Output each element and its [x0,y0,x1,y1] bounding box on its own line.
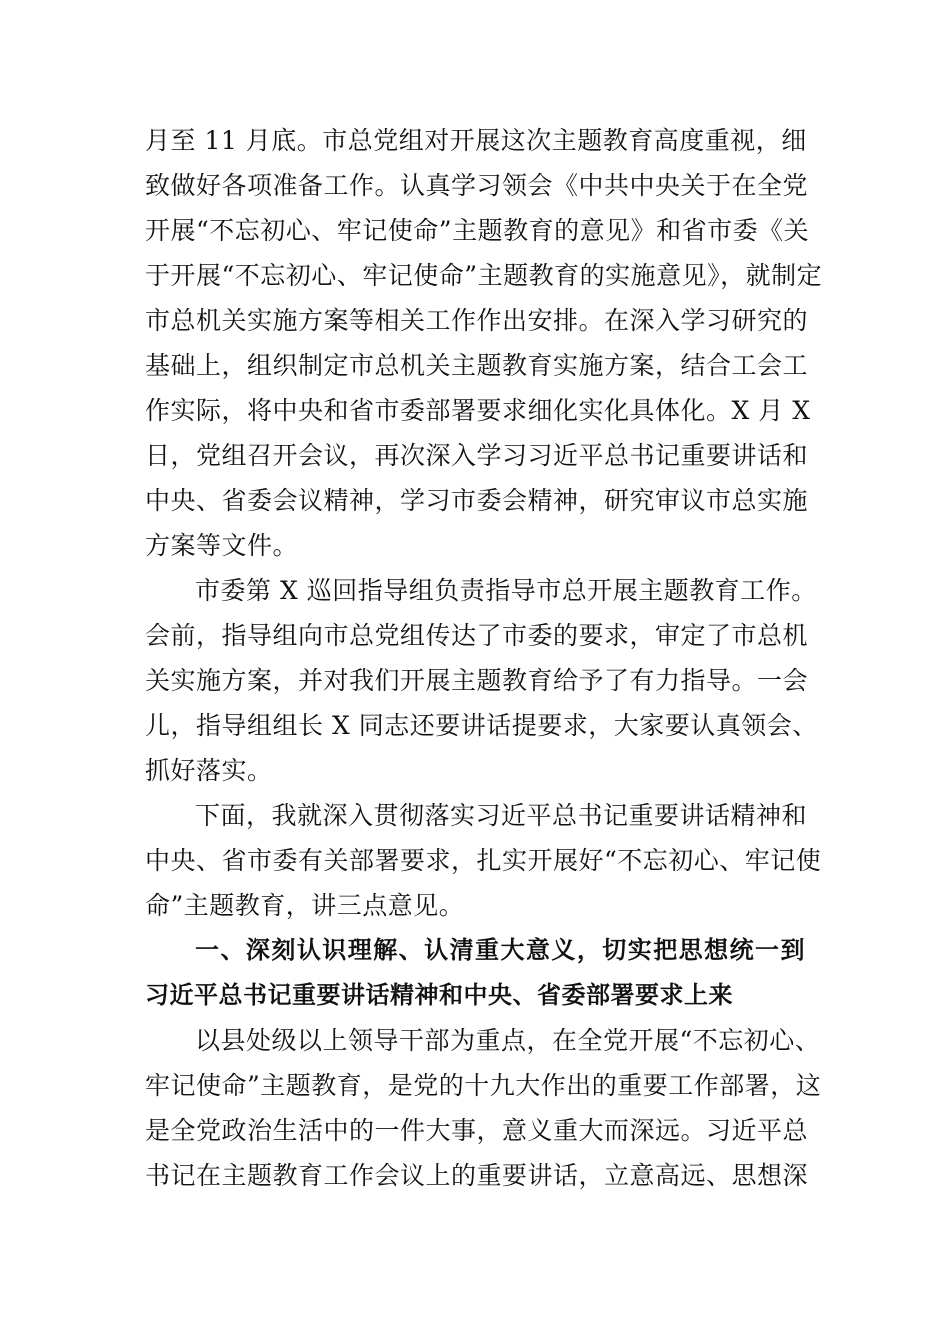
text-line: 中央、省市委有关部署要求，扎实开展好“不忘初心、牢记使 [145,846,822,875]
text-line: 开展“不忘初心、牢记使命”主题教育的意见》和省市委《关 [145,216,810,245]
document-body [145,118,823,1198]
text-line: 作实际，将中央和省市委部署要求细化实化具体化。X 月 X [145,396,811,425]
heading-line: 习近平总书记重要讲话精神和中央、省委部署要求上来 [145,981,733,1009]
text-line: 关实施方案，并对我们开展主题教育给予了有力指导。一会 [145,666,809,695]
text-line: 中央、省委会议精神，学习市委会精神，研究审议市总实施 [145,486,809,515]
text-line: 会前，指导组向市总党组传达了市委的要求，审定了市总机 [145,621,809,650]
paragraph [145,118,823,568]
text-line: 基础上，组织制定市总机关主题教育实施方案，结合工会工 [145,351,809,380]
text-line: 月至 11 月底。市总党组对开展这次主题教育高度重视，细 [145,126,807,155]
paragraph [145,568,818,793]
paragraph [145,793,822,928]
section-heading [145,928,805,1018]
text-line: 于开展“不忘初心、牢记使命”主题教育的实施意见》，就制定 [145,261,823,290]
text-line: 儿，指导组组长 X 同志还要讲话提要求，大家要认真领会、 [145,711,818,740]
heading-line: 一、深刻认识理解、认清重大意义，切实把思想统一到 [195,936,805,964]
text-line: 市总机关实施方案等相关工作作出安排。在深入学习研究的 [145,306,809,335]
text-line: 市委第 X 巡回指导组负责指导市总开展主题教育工作。 [195,576,817,605]
text-line: 命”主题教育，讲三点意见。 [145,891,465,920]
text-line: 下面，我就深入贯彻落实习近平总书记重要讲话精神和 [195,801,808,830]
text-line: 牢记使命”主题教育，是党的十九大作出的重要工作部署，这 [145,1071,822,1100]
text-line: 日，党组召开会议，再次深入学习习近平总书记重要讲话和 [145,441,809,470]
paragraph [145,1018,822,1198]
text-line: 致做好各项准备工作。认真学习领会《中共中央关于在全党 [145,171,809,200]
text-line: 是全党政治生活中的一件大事，意义重大而深远。习近平总 [145,1116,809,1145]
text-line: 抓好落实。 [145,756,273,785]
text-line: 书记在主题教育工作会议上的重要讲话，立意高远、思想深 [145,1161,809,1190]
text-line: 以县处级以上领导干部为重点，在全党开展“不忘初心、 [195,1026,821,1055]
text-line: 方案等文件。 [145,531,299,560]
